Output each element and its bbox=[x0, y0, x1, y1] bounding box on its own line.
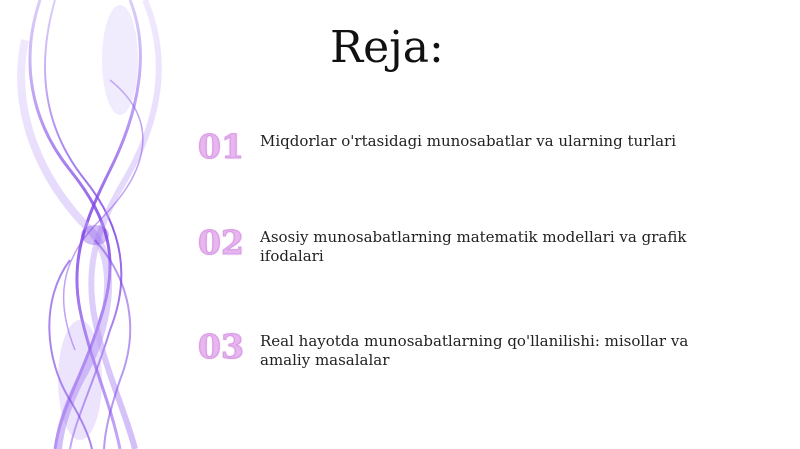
plan-item-2 bbox=[198, 223, 758, 266]
item-text: Real hayotda munosabatlarning qo'llanilishi: misollar va amaliy masalalar bbox=[260, 332, 689, 369]
plan-item-3 bbox=[198, 327, 758, 370]
item-number: 02 bbox=[198, 226, 260, 260]
item-number: 03 bbox=[198, 330, 260, 364]
item-number: 01 bbox=[198, 130, 260, 164]
plan-item-1 bbox=[198, 127, 758, 166]
item-text: Asosiy munosabatlarning matematik modellari va grafik ifodalari bbox=[260, 228, 687, 265]
item-text: Miqdorlar o'rtasidagi munosabatlar va ularning turlari bbox=[260, 132, 677, 150]
purple-smoke-decoration bbox=[0, 0, 220, 449]
slide-title: Reja: bbox=[330, 22, 444, 73]
